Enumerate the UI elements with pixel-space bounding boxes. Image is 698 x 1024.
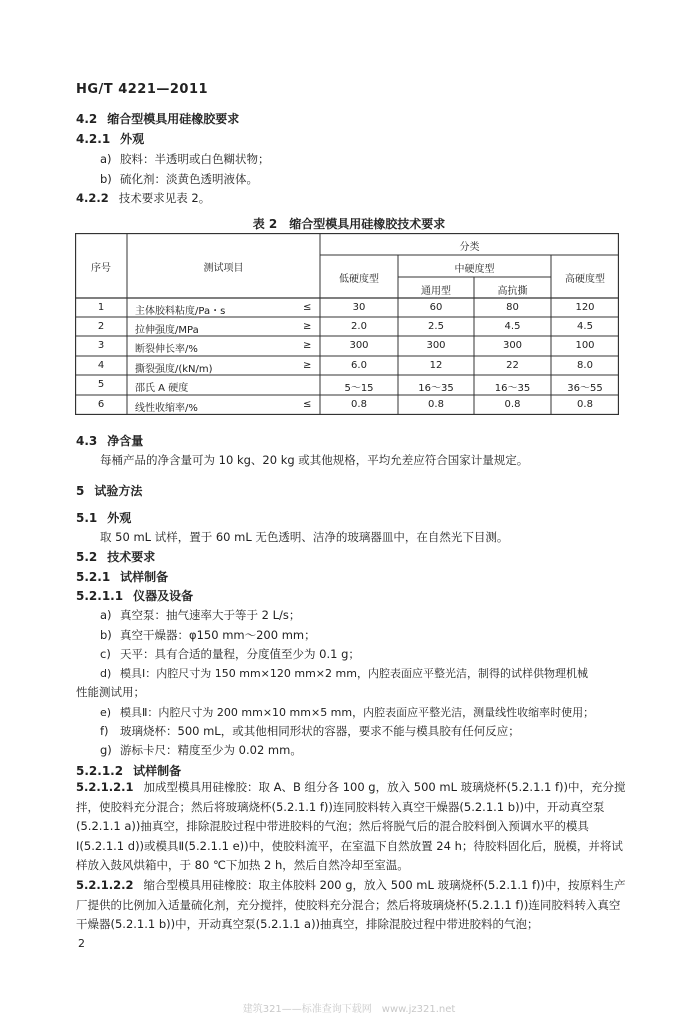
list-item (100, 151, 270, 167)
cell-seq: 6 (97, 399, 105, 410)
cell-general: 16～35 (418, 383, 454, 394)
list-label: f) (100, 724, 109, 738)
list-text: 胶料：半透明或白色糊状物； (120, 152, 270, 166)
section-number: 4.3 (76, 434, 98, 448)
section-number: 5.2 (76, 550, 98, 564)
section-number: 5.2.1.1 (76, 589, 124, 603)
cell-tear: 300 (502, 340, 523, 351)
list-item (100, 704, 594, 720)
requirements-table (75, 233, 619, 415)
cell-tear: 22 (506, 360, 519, 371)
cell-general: 60 (429, 302, 443, 313)
list-label: a) (100, 152, 112, 166)
list-text: 模具Ⅱ：内腔尺寸为 200 mm×10 mm×5 mm，内腔表面应平整光洁，测量线性收缩率时使用； (120, 706, 595, 719)
section-title: 外观 (120, 132, 145, 146)
header-mid-general: 通用型 (421, 286, 451, 297)
section-title: 缩合型模具用硅橡胶要求 (107, 112, 240, 126)
section-5-2-heading (76, 548, 155, 565)
cell-tear: 80 (506, 302, 519, 313)
watermark: 建筑321——标准查询下载网 www.jz321.net (242, 1004, 456, 1015)
cell-seq: 5 (97, 379, 105, 390)
cell-op: ≤ (303, 302, 312, 313)
cell-item: 邵氏 A 硬度 (135, 383, 189, 394)
list-label: b) (100, 172, 112, 186)
section-title: 外观 (107, 511, 132, 525)
list-text: 真空干燥器：φ150 mm～200 mm； (120, 628, 316, 642)
header-seq: 序号 (91, 263, 111, 274)
cell-seq: 3 (97, 340, 105, 351)
cell-tear: 16～35 (494, 383, 531, 394)
header-high: 高硬度型 (565, 274, 605, 285)
section-title: 净含量 (107, 434, 144, 448)
cell-seq: 4 (97, 360, 105, 371)
list-text: 玻璃烧杯：500 mL，或其他相同形状的容器，要求不能与模具胶有任何反应； (120, 724, 520, 738)
cell-general: 12 (429, 360, 443, 371)
list-item (100, 742, 302, 758)
section-4-3-text: 每桶产品的净含量可为 10 kg、20 kg 或其他规格，平均允差应符合国家计量规定。 (100, 453, 529, 467)
cell-high: 100 (575, 340, 595, 351)
table-caption: 表 2 缩合型模具用硅橡胶技术要求 (252, 217, 446, 231)
section-4-2-heading (76, 110, 239, 127)
cell-op: ≥ (303, 360, 312, 371)
cell-op: ≤ (303, 399, 312, 410)
cell-seq: 2 (97, 321, 105, 332)
cell-item: 主体胶料粘度/Pa・s (135, 306, 226, 317)
list-label: b) (100, 628, 112, 642)
cell-high: 0.8 (577, 399, 593, 410)
cell-item: 拉伸强度/MPa (135, 325, 199, 336)
list-label: a) (100, 608, 112, 622)
cell-op: ≥ (303, 340, 312, 351)
section-number: 5.2.1.2.2 (76, 878, 134, 892)
section-4-3-heading (76, 432, 143, 449)
cell-high: 4.5 (577, 321, 593, 332)
list-label: d) (100, 667, 112, 680)
list-item (100, 171, 258, 187)
section-5-heading (76, 482, 142, 499)
section-5-1-text: 取 50 mL 试样，置于 60 mL 无色透明、洁净的玻璃器皿中，在自然光下目测。 (100, 530, 509, 544)
section-number: 5 (76, 484, 85, 498)
section-5-1-heading (76, 509, 131, 526)
section-4-2-2 (76, 190, 210, 206)
list-item (100, 646, 360, 662)
section-text: 加成型模具用硅橡胶：取 A、B 组分各 100 g，放入 500 mL 玻璃烧杯(5.2.1.1 f))中，充分搅拌，使胶料充分混合；然后将玻璃烧杯(5.2.1.1 f))连同胶料转入真空干燥器(5.2.1.1 b))中，开动真空泵(5.2.1.1 a))抽真空，排除混胶过程中带进胶料的气泡；然后将脱气后的混合胶料倒入预调水平的模具Ⅰ(5.2.1.1 d))或模具Ⅱ(5.2.1.1 e))中，使胶料流平，在室温下自然放置 24 h；待胶料固化后，脱模，并将试样放入鼓风烘箱中，于 80 ℃下加热 2 h，然后自然冷却至室温。 (76, 780, 626, 872)
section-number: 4.2 (76, 112, 98, 126)
section-number: 4.2.2 (76, 191, 109, 205)
list-text: 模具Ⅰ：内腔尺寸为 150 mm×120 mm×2 mm，内腔表面应平整光洁，制得的试样供物理机械 (120, 667, 588, 680)
cell-seq: 1 (97, 302, 105, 313)
list-item (100, 723, 520, 739)
section-text: 技术要求见表 2。 (118, 191, 211, 205)
section-title: 试验方法 (94, 484, 143, 498)
list-label: e) (100, 706, 112, 719)
cell-tear: 0.8 (504, 399, 521, 410)
list-item (100, 665, 588, 681)
section-number: 4.2.1 (76, 132, 111, 146)
section-title: 技术要求 (107, 550, 156, 564)
section-number: 5.2.1.2.1 (76, 780, 134, 794)
list-label: c) (100, 647, 111, 661)
list-text: 真空泵：抽气速率大于等于 2 L/s； (120, 608, 301, 622)
cell-high: 36～55 (567, 383, 603, 394)
cell-low: 2.0 (351, 321, 367, 332)
section-number: 5.2.1.2 (76, 764, 124, 778)
list-item (100, 627, 316, 643)
section-number: 5.1 (76, 511, 98, 525)
section-title: 试样制备 (133, 764, 182, 778)
cell-general: 300 (426, 340, 446, 351)
section-5-2-1-heading (76, 568, 168, 585)
cell-high: 8.0 (577, 360, 593, 371)
section-title: 仪器及设备 (133, 589, 194, 603)
section-5-2-1-2-1 (76, 778, 626, 876)
list-item-continuation: 性能测试用； (76, 685, 145, 699)
cell-tear: 4.5 (504, 321, 521, 332)
header-low: 低硬度型 (339, 274, 379, 285)
cell-item: 断裂伸长率/% (135, 344, 198, 355)
list-text: 硫化剂：淡黄色透明液体。 (120, 172, 258, 186)
list-text: 游标卡尺：精度至少为 0.02 mm。 (120, 743, 302, 757)
cell-low: 30 (352, 302, 366, 313)
section-number: 5.2.1 (76, 570, 111, 584)
cell-general: 2.5 (428, 321, 444, 332)
header-mid: 中硬度型 (454, 264, 495, 275)
section-5-2-1-2-heading (76, 762, 181, 779)
cell-low: 0.8 (351, 399, 367, 410)
section-title: 试样制备 (120, 570, 169, 584)
cell-item: 线性收缩率/% (135, 403, 198, 414)
header-item: 测试项目 (203, 263, 244, 274)
cell-general: 0.8 (428, 399, 444, 410)
cell-op: ≥ (303, 321, 312, 332)
cell-item: 撕裂强度/(kN/m) (135, 364, 213, 375)
header-category: 分类 (459, 242, 480, 253)
cell-low: 300 (349, 340, 369, 351)
standard-code: HG/T 4221—2011 (76, 82, 209, 97)
cell-high: 120 (575, 302, 595, 313)
list-label: g) (100, 743, 112, 757)
section-text: 缩合型模具用硅橡胶：取主体胶料 200 g，放入 500 mL 玻璃烧杯(5.2.1.1 f))中，按原料生产厂提供的比例加入适量硫化剂，充分搅拌，使胶料充分混合；然后将玻璃烧杯(5.2.1.1 f))连同胶料转入真空干燥器(5.2.1.1 b))中，开动真空泵(5.2.1.1 a))抽真空，排除混胶过程中带进胶料的气泡； (76, 878, 626, 931)
list-item (100, 607, 300, 623)
cell-low: 5～15 (344, 383, 374, 394)
page-number: 2 (78, 937, 85, 950)
section-4-2-1-heading (76, 130, 144, 147)
header-mid-tear: 高抗撕 (497, 286, 528, 297)
section-5-2-1-1-heading (76, 587, 193, 604)
list-text: 天平：具有合适的量程，分度值至少为 0.1 g； (120, 647, 360, 661)
section-5-2-1-2-2 (76, 876, 626, 935)
cell-low: 6.0 (351, 360, 367, 371)
